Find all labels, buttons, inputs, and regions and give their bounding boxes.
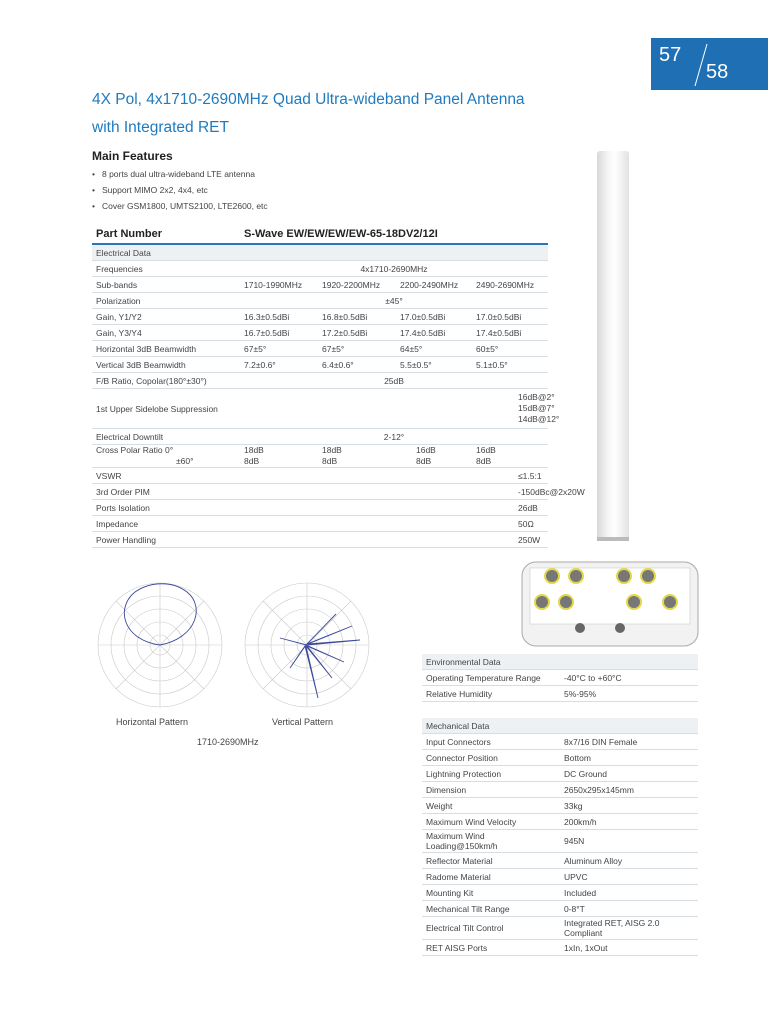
row-value: 26dB	[240, 500, 548, 516]
row-label: Radome Material	[422, 869, 560, 885]
xpol-label-60: ±60°	[176, 456, 194, 466]
row-value: Included	[560, 885, 698, 901]
vertical-pattern-chart	[240, 578, 374, 712]
vertical-pattern-caption: Vertical Pattern	[272, 717, 334, 727]
cell: 16.8±0.5dBi	[318, 309, 396, 325]
cell: 17.0±0.5dBi	[396, 309, 472, 325]
pattern-frequency-caption: 1710-2690MHz	[197, 737, 259, 747]
cell: 2200-2490MHz	[396, 277, 472, 293]
row-label: Vertical 3dB Beamwidth	[92, 357, 240, 373]
row-label	[92, 445, 240, 468]
row-label: Mechanical Tilt Range	[422, 901, 560, 917]
row-label: Electrical Tilt Control	[422, 917, 560, 940]
row-value: Bottom	[560, 750, 698, 766]
row-label: Ports Isolation	[92, 500, 240, 516]
cell: 2490-2690MHz	[472, 277, 548, 293]
table-row	[422, 830, 698, 853]
cell: 16.7±0.5dBi	[240, 325, 318, 341]
row-value: 25dB	[240, 373, 548, 389]
table-row	[92, 389, 548, 429]
row-label: Lightning Protection	[422, 766, 560, 782]
feature-item: • 8 ports dual ultra-wideband LTE antenna	[92, 166, 268, 182]
cell: 1920-2200MHz	[318, 277, 396, 293]
cell: 5.1±0.5°	[472, 357, 548, 373]
table-row	[422, 686, 698, 702]
section-row	[422, 718, 698, 734]
table-row	[92, 293, 548, 309]
cell: 67±5°	[318, 341, 396, 357]
environmental-header: Environmental Data	[422, 654, 698, 670]
mechanical-header: Mechanical Data	[422, 718, 698, 734]
row-value: 1xIn, 1xOut	[560, 940, 698, 956]
cell: 60±5°	[472, 341, 548, 357]
row-label: VSWR	[92, 468, 240, 484]
cell: 16.3±0.5dBi	[240, 309, 318, 325]
row-value: 8x7/16 DIN Female	[560, 734, 698, 750]
table-row	[92, 516, 548, 532]
cell: 17.2±0.5dBi	[318, 325, 396, 341]
cell: 7.2±0.6°	[240, 357, 318, 373]
row-label: Relative Humidity	[422, 686, 560, 702]
table-row	[92, 341, 548, 357]
row-label: Connector Position	[422, 750, 560, 766]
cell: 16dB 8dB	[396, 445, 472, 468]
row-value: DC Ground	[560, 766, 698, 782]
table-row	[422, 940, 698, 956]
row-value: 2-12°	[240, 429, 548, 445]
table-row	[422, 766, 698, 782]
row-value: ≤1.5:1	[240, 468, 548, 484]
row-label: F/B Ratio, Copolar(180°±30°)	[92, 373, 240, 389]
page-title: 4X Pol, 4x1710-2690MHz Quad Ultra-wideband Panel Antenna with Integrated RET	[92, 91, 525, 136]
row-value: Integrated RET, AISG 2.0 Compliant	[560, 917, 698, 940]
row-value: UPVC	[560, 869, 698, 885]
row-label: Maximum Wind Loading@150km/h	[422, 830, 560, 853]
sidelobe-value: 14dB@12°	[518, 414, 560, 424]
table-row	[92, 277, 548, 293]
cell: 17.4±0.5dBi	[396, 325, 472, 341]
environmental-table	[422, 654, 698, 702]
sidelobe-value: 15dB@7°	[518, 403, 555, 413]
table-row	[92, 445, 548, 468]
table-row	[422, 853, 698, 869]
row-value: 33kg	[560, 798, 698, 814]
row-label: Mounting Kit	[422, 885, 560, 901]
row-value: 4x1710-2690MHz	[240, 261, 548, 277]
row-value: -150dBc@2x20W	[240, 484, 548, 500]
table-row	[422, 798, 698, 814]
table-row	[92, 532, 548, 548]
table-row	[92, 373, 548, 389]
row-label: RET AISG Ports	[422, 940, 560, 956]
table-row	[422, 901, 698, 917]
cell: 17.4±0.5dBi	[472, 325, 548, 341]
table-row	[92, 468, 548, 484]
row-label: Gain, Y3/Y4	[92, 325, 240, 341]
table-row	[92, 309, 548, 325]
row-value: 945N	[560, 830, 698, 853]
features-heading: Main Features	[92, 149, 173, 163]
row-label: Weight	[422, 798, 560, 814]
cell: 67±5°	[240, 341, 318, 357]
row-value: -40°C to +60°C	[560, 670, 698, 686]
table-row	[422, 885, 698, 901]
row-label: Frequencies	[92, 261, 240, 277]
cell: 17.0±0.5dBi	[472, 309, 548, 325]
table-row	[92, 429, 548, 445]
row-value: 0-8°T	[560, 901, 698, 917]
row-label: Power Handling	[92, 532, 240, 548]
part-number-value: S-Wave EW/EW/EW/EW-65-18DV2/12I	[240, 224, 548, 244]
table-header-row	[92, 224, 548, 244]
horizontal-pattern-chart	[93, 578, 227, 712]
table-row	[92, 261, 548, 277]
row-label: Sub-bands	[92, 277, 240, 293]
table-row	[92, 357, 548, 373]
xpol-label-0: Cross Polar Ratio 0°	[96, 445, 174, 455]
cell: 18dB 8dB	[318, 445, 396, 468]
section-row	[92, 244, 548, 261]
row-value: ±45°	[240, 293, 548, 309]
row-label: Electrical Downtilt	[92, 429, 240, 445]
row-label: Gain, Y1/Y2	[92, 309, 240, 325]
row-value	[240, 389, 560, 429]
connector-layout-image	[520, 560, 700, 648]
section-row	[422, 654, 698, 670]
row-value: 200km/h	[560, 814, 698, 830]
cell: 18dB 8dB	[240, 445, 318, 468]
row-label: Horizontal 3dB Beamwidth	[92, 341, 240, 357]
row-label: Maximum Wind Velocity	[422, 814, 560, 830]
table-row	[422, 750, 698, 766]
row-value: 5%-95%	[560, 686, 698, 702]
table-row	[92, 484, 548, 500]
row-label: Polarization	[92, 293, 240, 309]
table-row	[422, 734, 698, 750]
cell: 5.5±0.5°	[396, 357, 472, 373]
row-label: Input Connectors	[422, 734, 560, 750]
table-row	[422, 917, 698, 940]
features-list	[92, 166, 268, 214]
cell: 1710-1990MHz	[240, 277, 318, 293]
part-number-label: Part Number	[92, 224, 240, 244]
row-label: Reflector Material	[422, 853, 560, 869]
row-label: Dimension	[422, 782, 560, 798]
row-label: Operating Temperature Range	[422, 670, 560, 686]
row-label: Impedance	[92, 516, 240, 532]
table-row	[422, 814, 698, 830]
feature-item: • Support MIMO 2x2, 4x4, etc	[92, 182, 268, 198]
row-label: 1st Upper Sidelobe Suppression	[92, 389, 240, 429]
electrical-header: Electrical Data	[92, 244, 548, 261]
row-label: 3rd Order PIM	[92, 484, 240, 500]
table-row	[92, 500, 548, 516]
cell: 6.4±0.6°	[318, 357, 396, 373]
table-row	[422, 782, 698, 798]
cell: 16dB 8dB	[472, 445, 548, 468]
feature-item: • Cover GSM1800, UMTS2100, LTE2600, etc	[92, 198, 268, 214]
total-pages: 58	[706, 61, 729, 83]
table-row	[92, 325, 548, 341]
cell: 64±5°	[396, 341, 472, 357]
row-value: 250W	[240, 532, 548, 548]
row-value: 50Ω	[240, 516, 548, 532]
current-page: 57	[659, 44, 682, 66]
table-row	[422, 869, 698, 885]
electrical-spec-table	[92, 224, 585, 548]
antenna-product-image	[597, 151, 629, 538]
horizontal-pattern-caption: Horizontal Pattern	[116, 717, 189, 727]
page-number-badge	[651, 38, 768, 90]
row-value: Aluminum Alloy	[560, 853, 698, 869]
row-value: 2650x295x145mm	[560, 782, 698, 798]
mechanical-table	[422, 718, 698, 956]
table-row	[422, 670, 698, 686]
sidelobe-value: 16dB@2°	[518, 392, 555, 402]
